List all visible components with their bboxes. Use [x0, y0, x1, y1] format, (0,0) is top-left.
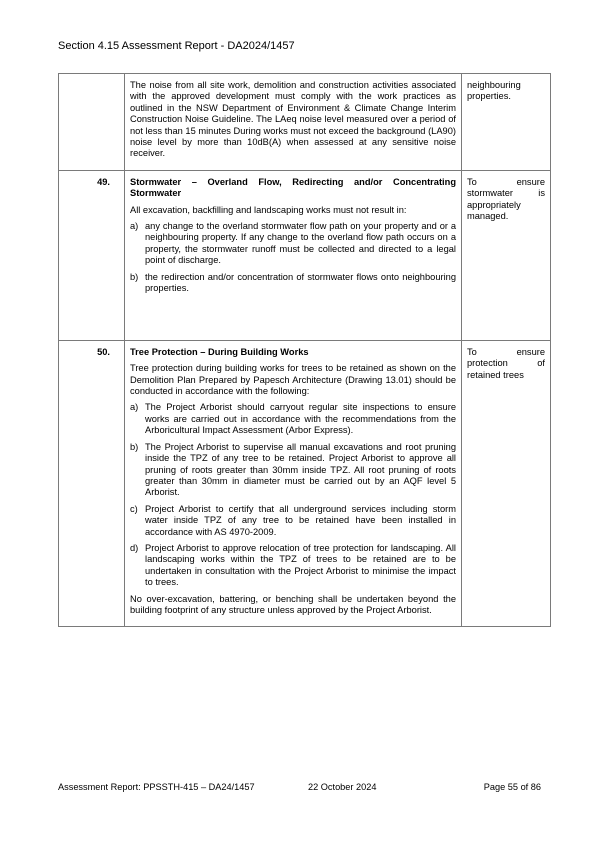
condition-number: 49. [59, 170, 125, 340]
condition-title: Stormwater – Overland Flow, Redirecting and/or Concentrating Stormwater [130, 176, 456, 199]
condition-intro: Tree protection during building works for trees to be retained as shown on the Demolition Plan Prepared by Papesch Architecture (Drawing 13.01) should be conducted in accordance with the following: [130, 363, 456, 397]
table-row [59, 340, 551, 627]
condition-number: 50. [59, 340, 125, 627]
item-text: the redirection and/or concentration of stormwater flows onto neighbouring properties. [145, 271, 456, 294]
list-item [130, 402, 456, 436]
item-label: a) [130, 402, 139, 413]
list-item [130, 221, 456, 267]
table-row [59, 170, 551, 340]
item-text: any change to the overland stormwater flow path on your property and or a neighbouring property. If any change to the overland flow path occurs on a property, the stormwater runoff must be collected and directed to a legal point of discharge. [145, 221, 456, 266]
footer-page-number: Page 55 of 86 [483, 782, 541, 792]
condition-title: Tree Protection – During Building Works [130, 346, 309, 357]
item-text: The Project Arborist to supervise all manual excavations and root pruning inside the TPZ of any tree to be retained. Project Arborist to approve all pruning of roots greater than 30mm inside TPZ. All root pruning of roots greater than 30mm in diameter must be carried out by an AQF level 5 Arborist. [145, 441, 456, 498]
condition-reason: neighbouring properties. [462, 74, 551, 171]
item-label: c) [130, 503, 138, 514]
condition-number [59, 74, 125, 171]
table-row [59, 74, 551, 171]
condition-intro: All excavation, backfilling and landscaping works must not result in: [130, 204, 407, 215]
condition-body [125, 340, 462, 627]
condition-reason: To ensure protection of retained trees [462, 340, 551, 627]
list-item [130, 504, 456, 538]
item-text: Project Arborist to approve relocation of tree protection for landscaping. All landscaping works within the TPZ of trees to be retained are to be undertaken in consultation with the Project Arborist to minimise the impact to trees. [145, 542, 456, 588]
condition-paragraph: The noise from all site work, demolition and construction activities associated with the approved development must comply with the work practices as outlined in the NSW Department of Environment & Climate Change Interim Construction Noise Guideline. The LAeq noise level measured over a period of not less than 15 minutes During works must not exceed the background (LA90) noise level by more than 10dB(A) when assessed at any sensitive noise receiver. [130, 80, 456, 159]
condition-reason: To ensure stormwater is appropriately managed. [462, 170, 551, 340]
page-header: Section 4.15 Assessment Report - DA2024/1457 [58, 40, 295, 52]
list-item [130, 543, 456, 589]
item-label: b) [130, 441, 139, 452]
item-label: d) [130, 542, 139, 553]
list-item [130, 442, 456, 499]
condition-body [125, 74, 462, 171]
item-text: The Project Arborist should carryout regular site inspections to ensure works are carried out in accordance with the recommendations from the Arboricultural Impact Assessment (Arbor Express). [145, 402, 456, 436]
item-label: a) [130, 221, 139, 232]
condition-body [125, 170, 462, 340]
item-text: Project Arborist to certify that all underground services including storm water inside TPZ of any tree to be retained have been installed in accordance with AS 4970-2009. [145, 503, 456, 537]
footer-date: 22 October 2024 [308, 782, 377, 792]
list-item [130, 272, 456, 295]
footer-report-ref: Assessment Report: PPSSTH-415 – DA24/1457 [58, 782, 255, 792]
conditions-table [58, 73, 551, 627]
item-label: b) [130, 271, 139, 282]
condition-outro: No over-excavation, battering, or benching shall be undertaken beyond the building footprint of any structure unless approved by the Project Arborist. [130, 593, 456, 615]
